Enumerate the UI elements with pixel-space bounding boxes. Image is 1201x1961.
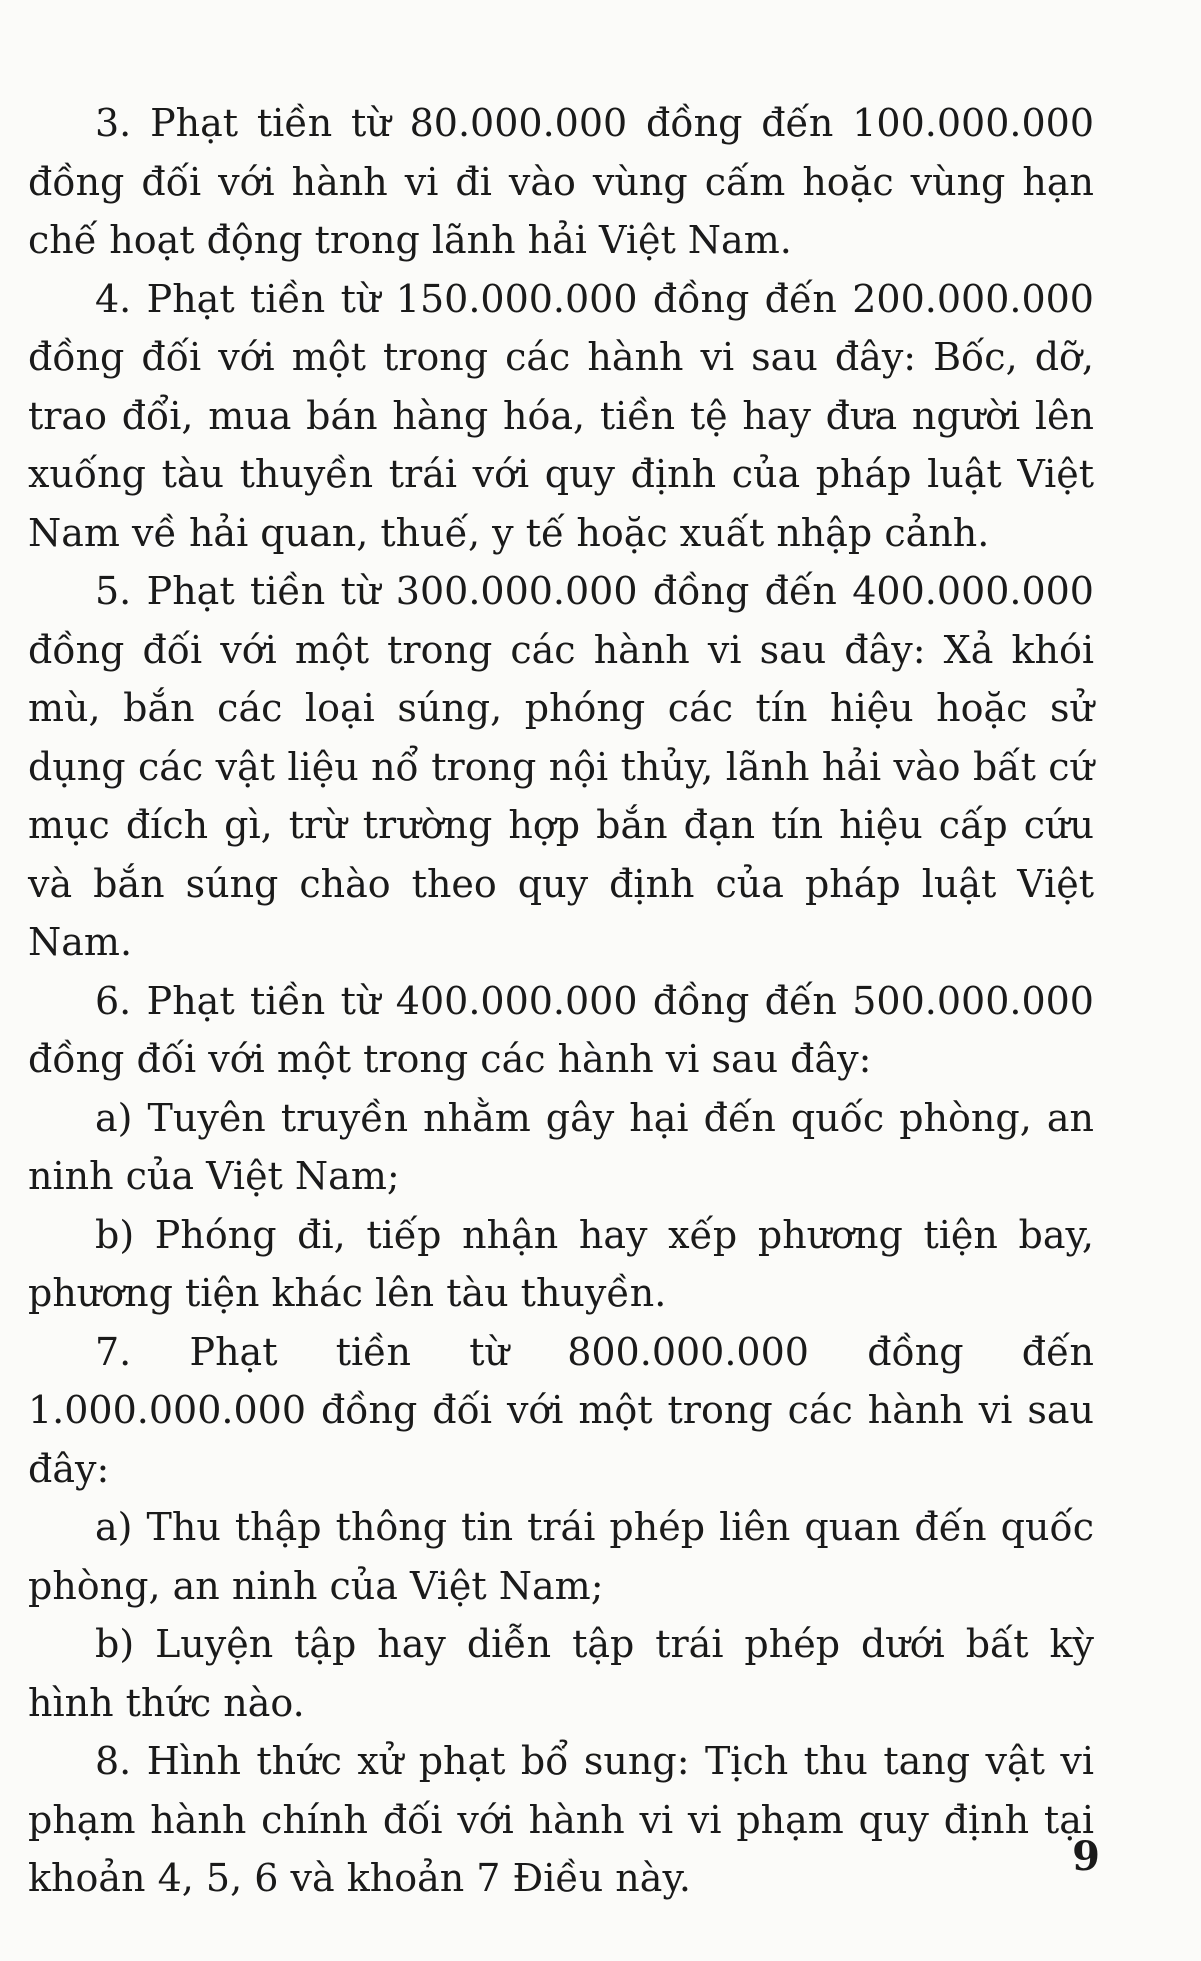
paragraph-clause-6b: b) Phóng đi, tiếp nhận hay xếp phương tiện bay, phương tiện khác lên tàu thuyền.: [28, 1212, 1094, 1315]
paragraph-clause-6a: a) Tuyên truyền nhằm gây hại đến quốc phòng, an ninh của Việt Nam;: [28, 1095, 1094, 1198]
paragraph-clause-3: 3. Phạt tiền từ 80.000.000 đồng đến 100.000.000 đồng đối với hành vi đi vào vùng cấm hoặc vùng hạn chế hoạt động trong lãnh hải Việt Nam.: [28, 101, 1094, 262]
page-number: 9: [1072, 1833, 1100, 1880]
paragraph-clause-7b: b) Luyện tập hay diễn tập trái phép dưới bất kỳ hình thức nào.: [28, 1622, 1094, 1725]
paragraph-clause-7: 7. Phạt tiền từ 800.000.000 đồng đến 1.000.000.000 đồng đối với một trong các hành vi sau đây:: [28, 1329, 1094, 1491]
paragraph-clause-5: 5. Phạt tiền từ 300.000.000 đồng đến 400.000.000 đồng đối với một trong các hành vi sau đây: Xả khói mù, bắn các loại súng, phóng các tín hiệu hoặc sử dụng các vật liệu nổ trong nội thủy, lãnh hải vào bất cứ mục đích gì, trừ trường hợp bắn đạn tín hiệu cấp cứu và bắn súng chào theo quy định của pháp luật Việt Nam.: [28, 569, 1094, 964]
document-body: [28, 94, 1094, 1908]
paragraph-clause-8: 8. Hình thức xử phạt bổ sung: Tịch thu tang vật vi phạm hành chính đối với hành vi vi phạm quy định tại khoản 4, 5, 6 và khoản 7 Điều này.: [28, 1739, 1094, 1900]
paragraph-clause-4: 4. Phạt tiền từ 150.000.000 đồng đến 200.000.000 đồng đối với một trong các hành vi sau đây: Bốc, dỡ, trao đổi, mua bán hàng hóa, tiền tệ hay đưa người lên xuống tàu thuyền trái với quy định của pháp luật Việt Nam về hải quan, thuế, y tế hoặc xuất nhập cảnh.: [28, 276, 1094, 555]
paragraph-clause-6: 6. Phạt tiền từ 400.000.000 đồng đến 500.000.000 đồng đối với một trong các hành vi sau đây:: [28, 978, 1094, 1081]
paragraph-clause-7a: a) Thu thập thông tin trái phép liên quan đến quốc phòng, an ninh của Việt Nam;: [28, 1505, 1094, 1608]
